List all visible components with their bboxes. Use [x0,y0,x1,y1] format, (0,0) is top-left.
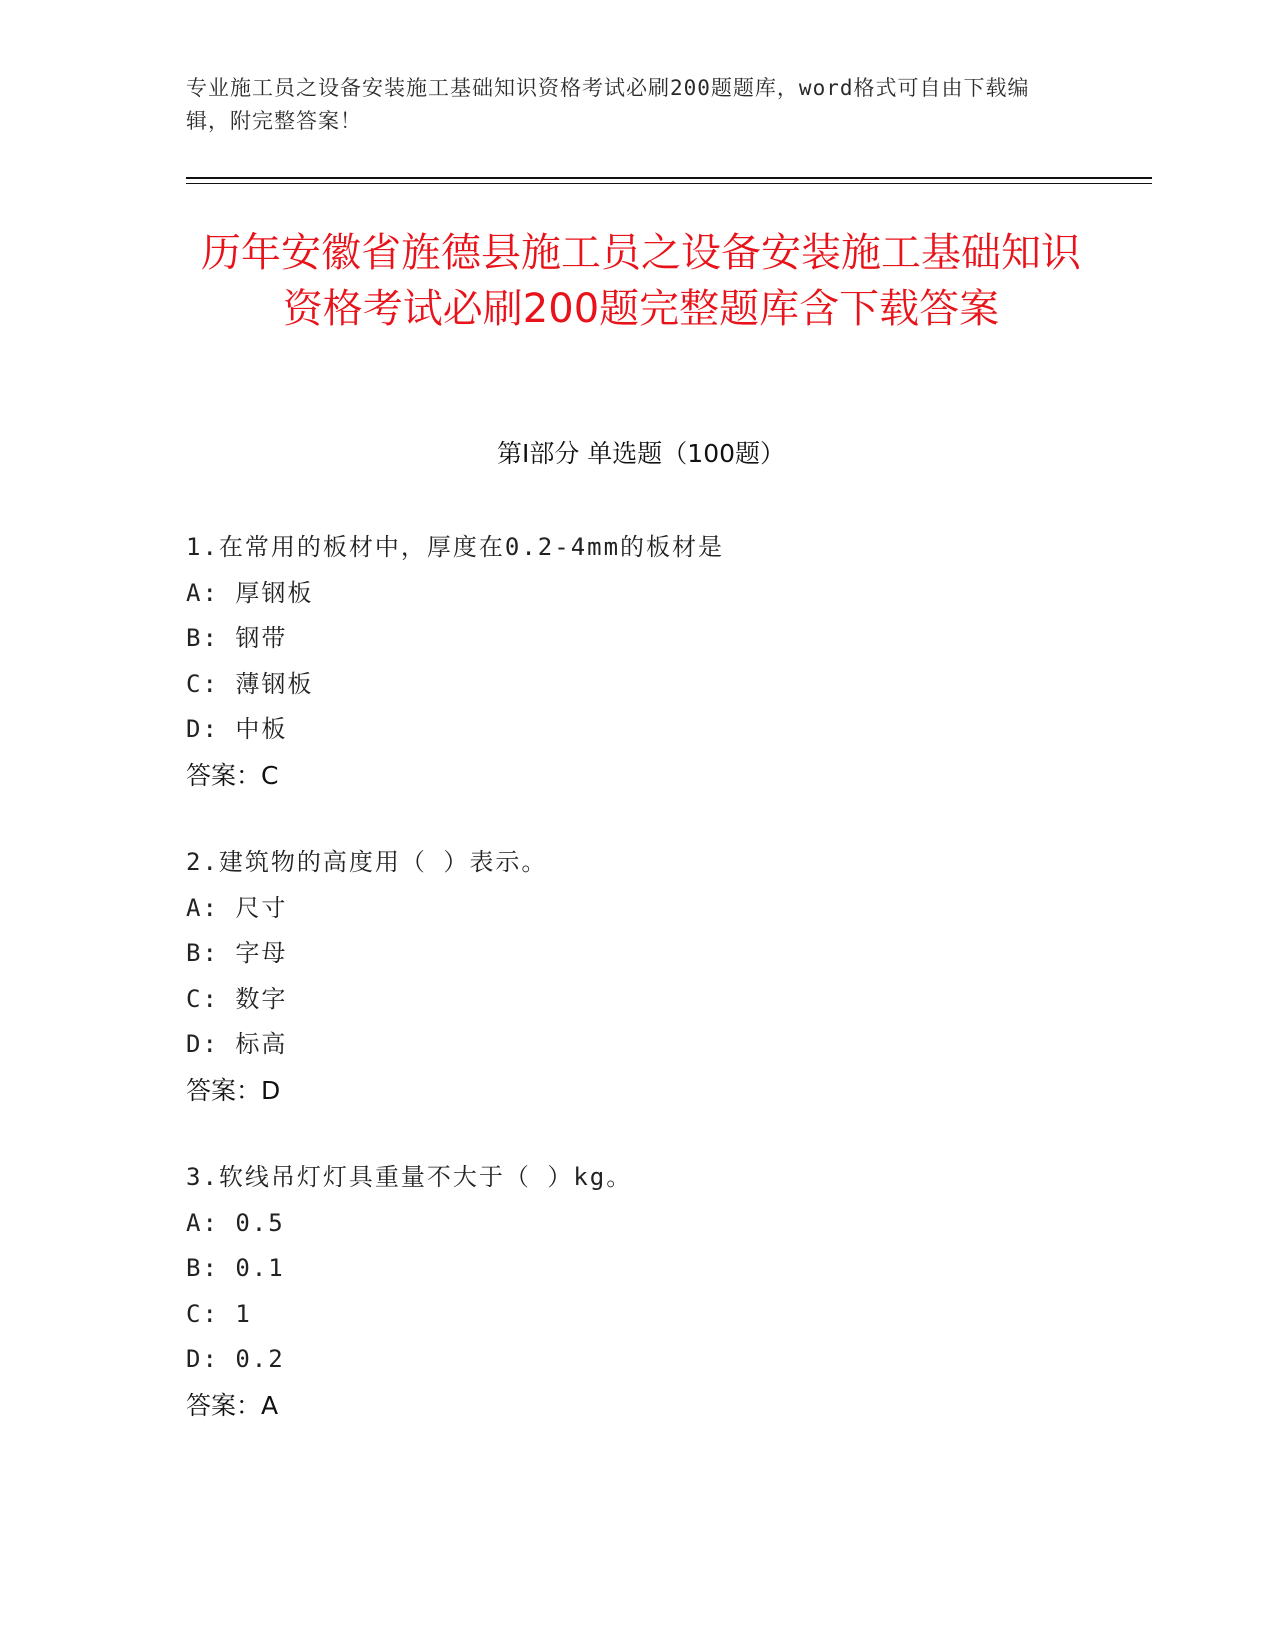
question-stem: 3.软线吊灯灯具重量不大于（ ）kg。 [186,1163,633,1191]
document-title: 历年安徽省旌德县施工员之设备安装施工基础知识资格考试必刷200题完整题库含下载答案 [201,230,1081,332]
answer: 答案：D [186,1075,281,1105]
option-d: D: 中板 [186,715,288,743]
answer: 答案：A [186,1390,279,1420]
option-c: C: 薄钢板 [186,669,314,698]
header-note: 专业施工员之设备安装施工基础知识资格考试必刷200题题库，word格式可自由下载编辑，附完整答案！ [186,76,1030,133]
option-c: C: 数字 [186,984,288,1013]
section-heading: 第I部分 单选题（100题） [496,439,786,468]
option-d: D: 标高 [186,1030,288,1058]
answer: 答案：C [186,760,279,790]
option-a: A: 0.5 [186,1208,285,1237]
question-stem: 2.建筑物的高度用（ ）表示。 [186,848,548,876]
header-rule-thin [186,183,1152,184]
option-a: A: 厚钢板 [186,578,314,607]
option-c: C: 1 [186,1299,252,1328]
option-b: B: 钢带 [186,624,288,652]
question-1 [186,525,1086,798]
question-2 [186,840,1086,1113]
question-stem: 1.在常用的板材中，厚度在0.2-4mm的板材是 [186,533,725,561]
option-a: A: 尺寸 [186,893,288,922]
question-list [186,525,1086,1470]
question-3 [186,1155,1086,1428]
option-b: B: 0.1 [186,1254,285,1282]
option-b: B: 字母 [186,939,288,967]
header-rule-thick [186,177,1152,179]
option-d: D: 0.2 [186,1345,285,1373]
